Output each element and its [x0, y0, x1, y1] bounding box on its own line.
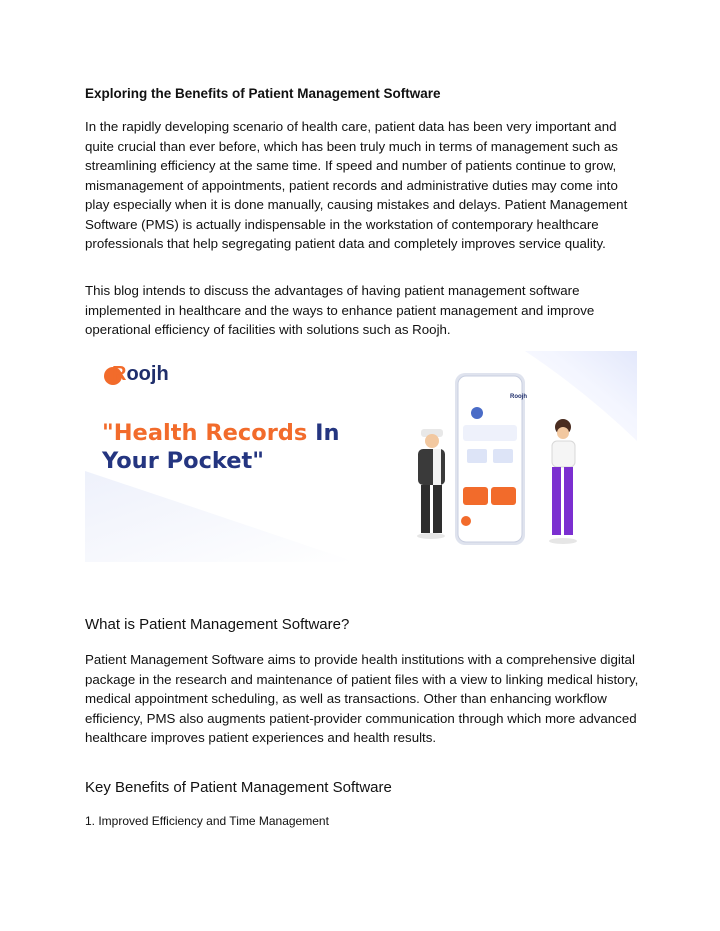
list-item-efficiency: 1. Improved Efficiency and Time Management [85, 814, 329, 828]
headline-orange-part: "Health Records [102, 420, 316, 446]
document-title: Exploring the Benefits of Patient Management Software [85, 86, 441, 101]
logo-letter-r: R [112, 363, 127, 385]
blog-purpose-paragraph: This blog intends to discuss the advantages of having patient management software implemented in healthcare and the ways to enhance patient management and improve operational efficiency of facilities with solutions such as Roojh. [85, 283, 595, 337]
roojh-logo [112, 363, 169, 386]
phone-brand-label: Roojh [510, 394, 527, 400]
pms-definition-paragraph: Patient Management Software aims to provide health institutions with a comprehensive digital package in the research and maintenance of patient files with a view to linking medical history, medical appointment scheduling, as well as transactions. Other than enhancing workflow efficiency, PMS also augments patient-provider communication through which more advanced healthcare improves patient experiences and health results. [85, 652, 639, 745]
headline-navy-part: In [315, 420, 340, 446]
intro-paragraph: In the rapidly developing scenario of health care, patient data has been very important and quite crucial than ever before, which has been truly much in terms of management such as streamlining efficiency at the same time. If speed and number of patients continue to grow, mismanagement of appointments, patient records and administrative duties may come into play especially when it is done manually, causing mistakes and delays. Patient Management Software (PMS) is actually indispensable in the workstation of contemporary healthcare professionals that help segregating patient data and completely improves service quality. [85, 119, 628, 251]
banner-headline [102, 419, 340, 475]
logo-text-rest: oojh [126, 363, 169, 385]
section-heading-key-benefits: Key Benefits of Patient Management Software [85, 779, 392, 796]
health-records-banner [85, 351, 637, 562]
headline-line-2: Your Pocket" [102, 448, 265, 474]
section-heading-what-is-pms: What is Patient Management Software? [85, 616, 350, 633]
